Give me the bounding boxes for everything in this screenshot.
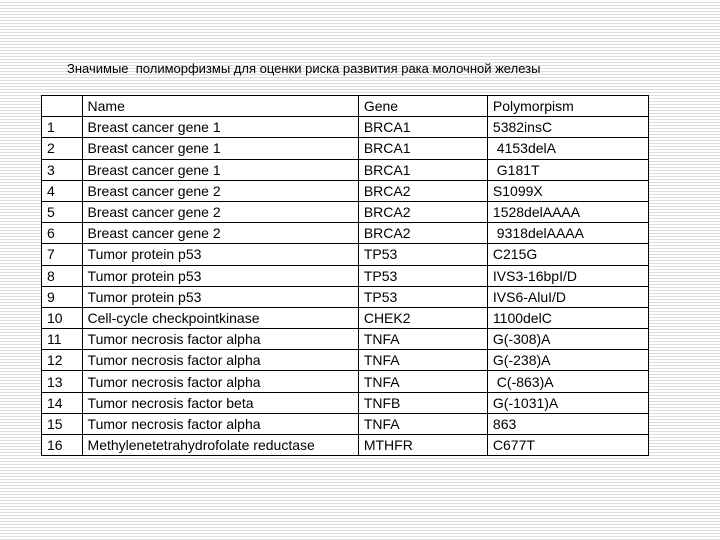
table-header-row	[42, 96, 649, 117]
cell-number: 13	[42, 371, 83, 392]
cell-gene: TNFA	[358, 413, 487, 434]
cell-number: 14	[42, 392, 83, 413]
cell-number: 1	[42, 117, 83, 138]
cell-polymorphism: G(-308)A	[487, 329, 648, 350]
header-gene: Gene	[358, 96, 487, 117]
cell-gene: TNFA	[358, 371, 487, 392]
cell-gene: TP53	[358, 286, 487, 307]
cell-gene: BRCA2	[358, 180, 487, 201]
cell-name: Tumor necrosis factor alpha	[82, 350, 358, 371]
cell-number: 11	[42, 329, 83, 350]
table-row	[42, 180, 649, 201]
cell-number: 7	[42, 244, 83, 265]
cell-number: 3	[42, 159, 83, 180]
cell-gene: BRCA1	[358, 138, 487, 159]
polymorphism-table	[41, 95, 649, 456]
cell-name: Tumor necrosis factor alpha	[82, 329, 358, 350]
cell-number: 9	[42, 286, 83, 307]
cell-polymorphism: G(-1031)A	[487, 392, 648, 413]
cell-gene: TP53	[358, 244, 487, 265]
table-row	[42, 286, 649, 307]
cell-name: Breast cancer gene 1	[82, 159, 358, 180]
cell-polymorphism: G181T	[487, 159, 648, 180]
cell-polymorphism: C677T	[487, 435, 648, 456]
cell-gene: TNFA	[358, 350, 487, 371]
cell-name: Tumor necrosis factor alpha	[82, 413, 358, 434]
table-row	[42, 350, 649, 371]
cell-name: Breast cancer gene 2	[82, 180, 358, 201]
cell-polymorphism: G(-238)A	[487, 350, 648, 371]
cell-gene: TNFB	[358, 392, 487, 413]
header-name: Name	[82, 96, 358, 117]
cell-name: Tumor protein p53	[82, 244, 358, 265]
cell-number: 12	[42, 350, 83, 371]
table-row	[42, 307, 649, 328]
cell-number: 4	[42, 180, 83, 201]
table-row	[42, 435, 649, 456]
table-row	[42, 223, 649, 244]
cell-polymorphism: IVS6-AluI/D	[487, 286, 648, 307]
table-body	[42, 117, 649, 456]
table-row	[42, 117, 649, 138]
cell-gene: MTHFR	[358, 435, 487, 456]
cell-name: Tumor protein p53	[82, 286, 358, 307]
cell-polymorphism: 4153delA	[487, 138, 648, 159]
cell-number: 6	[42, 223, 83, 244]
cell-gene: TNFA	[358, 329, 487, 350]
table-row	[42, 201, 649, 222]
table-row	[42, 413, 649, 434]
cell-gene: BRCA1	[358, 117, 487, 138]
cell-polymorphism: 1100delC	[487, 307, 648, 328]
table-row	[42, 138, 649, 159]
table-row	[42, 329, 649, 350]
table-row	[42, 392, 649, 413]
cell-polymorphism: C(-863)A	[487, 371, 648, 392]
cell-number: 15	[42, 413, 83, 434]
cell-gene: BRCA2	[358, 223, 487, 244]
header-polymorphism: Polymorpism	[487, 96, 648, 117]
cell-gene: TP53	[358, 265, 487, 286]
cell-polymorphism: C215G	[487, 244, 648, 265]
cell-gene: BRCA1	[358, 159, 487, 180]
cell-number: 2	[42, 138, 83, 159]
cell-name: Cell-cycle checkpointkinase	[82, 307, 358, 328]
cell-name: Tumor protein p53	[82, 265, 358, 286]
cell-name: Tumor necrosis factor beta	[82, 392, 358, 413]
cell-polymorphism: 863	[487, 413, 648, 434]
cell-name: Methylenetetrahydrofolate reductase	[82, 435, 358, 456]
header-number	[42, 96, 83, 117]
page-title: Значимые полиморфизмы для оценки риска развития рака молочной железы	[67, 61, 541, 76]
cell-polymorphism: 1528delAAAA	[487, 201, 648, 222]
cell-number: 16	[42, 435, 83, 456]
table-row	[42, 244, 649, 265]
cell-polymorphism: 5382insC	[487, 117, 648, 138]
cell-polymorphism: 9318delAAAA	[487, 223, 648, 244]
cell-polymorphism: S1099X	[487, 180, 648, 201]
cell-number: 10	[42, 307, 83, 328]
table-row	[42, 265, 649, 286]
cell-name: Breast cancer gene 1	[82, 138, 358, 159]
table-row	[42, 159, 649, 180]
cell-name: Breast cancer gene 2	[82, 201, 358, 222]
table-row	[42, 371, 649, 392]
cell-gene: CHEK2	[358, 307, 487, 328]
cell-name: Breast cancer gene 1	[82, 117, 358, 138]
cell-gene: BRCA2	[358, 201, 487, 222]
cell-polymorphism: IVS3-16bpI/D	[487, 265, 648, 286]
cell-number: 8	[42, 265, 83, 286]
cell-number: 5	[42, 201, 83, 222]
cell-name: Breast cancer gene 2	[82, 223, 358, 244]
cell-name: Tumor necrosis factor alpha	[82, 371, 358, 392]
